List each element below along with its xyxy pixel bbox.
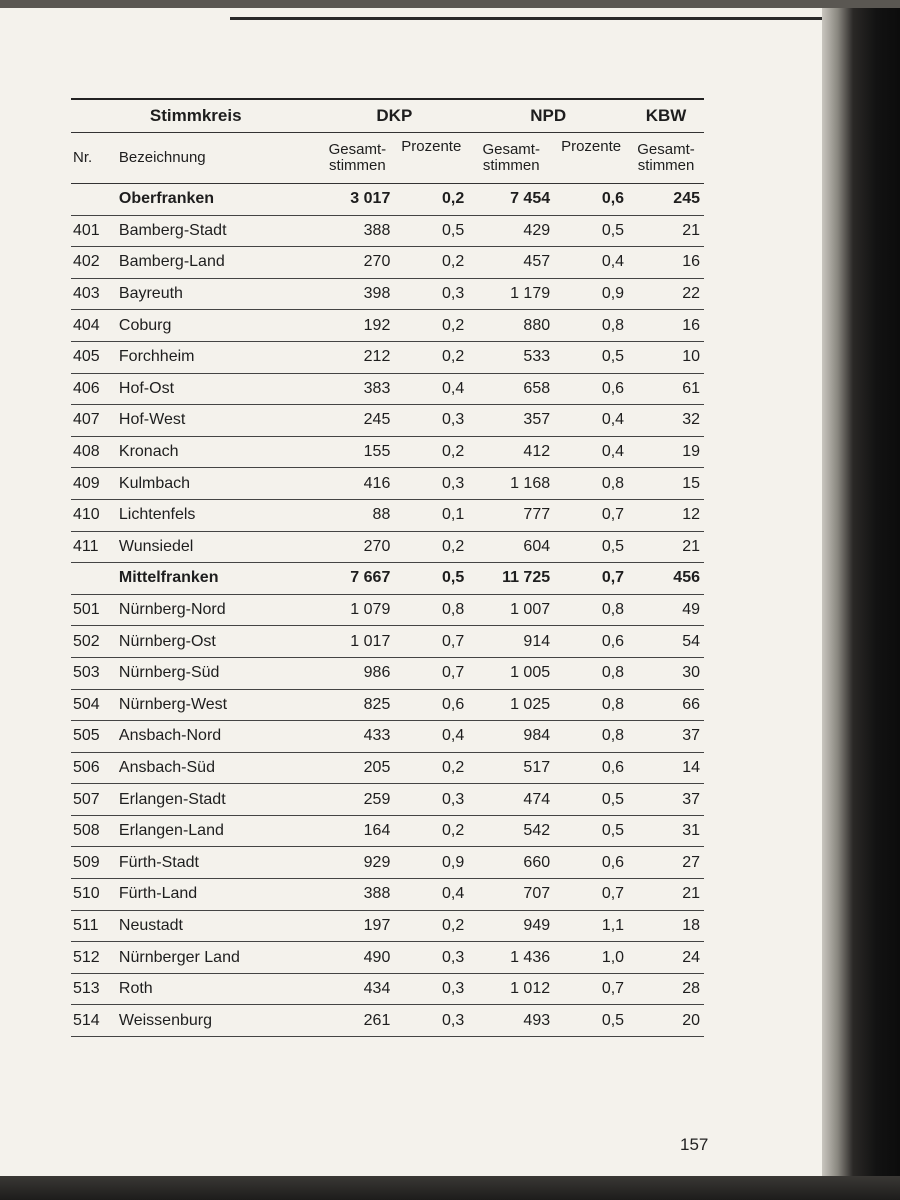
table-row (71, 752, 704, 784)
table-row (71, 531, 704, 563)
cell-name: Kronach (117, 436, 321, 468)
cell-npd-g: 457 (468, 247, 554, 279)
cell-name: Hof-Ost (117, 373, 321, 405)
cell-kbw-g: 20 (628, 1005, 704, 1037)
cell-npd-p: 0,7 (554, 563, 628, 595)
cell-name: Mittelfranken (117, 563, 321, 595)
cell-name: Weissenburg (117, 1005, 321, 1037)
table-row (71, 499, 704, 531)
cell-npd-p: 0,9 (554, 278, 628, 310)
cell-dkp-p: 0,6 (394, 689, 468, 721)
cell-kbw-g: 16 (628, 310, 704, 342)
cell-kbw-g: 21 (628, 879, 704, 911)
cell-kbw-g: 19 (628, 436, 704, 468)
cell-npd-g: 1 179 (468, 278, 554, 310)
cell-dkp-g: 388 (320, 879, 394, 911)
cell-dkp-p: 0,2 (394, 184, 468, 216)
cell-dkp-g: 1 079 (320, 594, 394, 626)
cell-name: Kulmbach (117, 468, 321, 500)
cell-dkp-p: 0,2 (394, 815, 468, 847)
cell-nr: 513 (71, 973, 117, 1005)
cell-name: Bayreuth (117, 278, 321, 310)
region-row (71, 563, 704, 595)
cell-dkp-p: 0,4 (394, 879, 468, 911)
cell-nr: 407 (71, 405, 117, 437)
cell-dkp-p: 0,7 (394, 657, 468, 689)
cell-npd-p: 0,7 (554, 973, 628, 1005)
cell-kbw-g: 22 (628, 278, 704, 310)
cell-nr: 406 (71, 373, 117, 405)
cell-dkp-g: 1 017 (320, 626, 394, 658)
cell-npd-g: 1 168 (468, 468, 554, 500)
cell-npd-g: 542 (468, 815, 554, 847)
cell-dkp-p: 0,4 (394, 721, 468, 753)
header-npd-gesamt (468, 133, 554, 184)
cell-kbw-g: 21 (628, 215, 704, 247)
cell-nr: 511 (71, 910, 117, 942)
cell-nr: 404 (71, 310, 117, 342)
cell-dkp-g: 3 017 (320, 184, 394, 216)
cell-dkp-g: 434 (320, 973, 394, 1005)
cell-kbw-g: 24 (628, 942, 704, 974)
cell-name: Nürnberg-West (117, 689, 321, 721)
cell-name: Nürnberg-Ost (117, 626, 321, 658)
cell-dkp-g: 986 (320, 657, 394, 689)
cell-nr: 501 (71, 594, 117, 626)
cell-npd-g: 1 025 (468, 689, 554, 721)
cell-dkp-g: 433 (320, 721, 394, 753)
table-row (71, 815, 704, 847)
header-npd-prozente: Prozente (554, 133, 628, 184)
header-bezeichnung: Bezeichnung (117, 133, 321, 184)
cell-npd-p: 0,6 (554, 752, 628, 784)
table-row (71, 942, 704, 974)
cell-npd-p: 0,5 (554, 531, 628, 563)
cell-nr: 410 (71, 499, 117, 531)
cell-name: Roth (117, 973, 321, 1005)
table-row (71, 721, 704, 753)
cell-npd-g: 604 (468, 531, 554, 563)
cell-dkp-g: 245 (320, 405, 394, 437)
cell-npd-g: 1 005 (468, 657, 554, 689)
cell-nr: 505 (71, 721, 117, 753)
table-row (71, 847, 704, 879)
cell-kbw-g: 54 (628, 626, 704, 658)
cell-dkp-g: 383 (320, 373, 394, 405)
cell-nr: 405 (71, 341, 117, 373)
cell-npd-p: 0,4 (554, 436, 628, 468)
header-dkp-prozente: Prozente (394, 133, 468, 184)
cell-npd-p: 0,8 (554, 310, 628, 342)
group-header-row (71, 99, 704, 133)
cell-npd-g: 429 (468, 215, 554, 247)
cell-kbw-g: 456 (628, 563, 704, 595)
cell-dkp-p: 0,3 (394, 278, 468, 310)
cell-nr: 508 (71, 815, 117, 847)
table-row (71, 247, 704, 279)
cell-npd-g: 707 (468, 879, 554, 911)
table-row (71, 341, 704, 373)
cell-dkp-p: 0,3 (394, 468, 468, 500)
cell-kbw-g: 21 (628, 531, 704, 563)
cell-nr: 514 (71, 1005, 117, 1037)
cell-name: Ansbach-Süd (117, 752, 321, 784)
cell-kbw-g: 37 (628, 784, 704, 816)
cell-nr: 506 (71, 752, 117, 784)
table-row (71, 1005, 704, 1037)
cell-kbw-g: 12 (628, 499, 704, 531)
cell-npd-p: 0,6 (554, 373, 628, 405)
cell-dkp-g: 416 (320, 468, 394, 500)
cell-dkp-p: 0,2 (394, 531, 468, 563)
cell-nr: 408 (71, 436, 117, 468)
cell-npd-p: 0,6 (554, 847, 628, 879)
cell-kbw-g: 14 (628, 752, 704, 784)
cell-dkp-p: 0,2 (394, 247, 468, 279)
cell-npd-p: 1,1 (554, 910, 628, 942)
cell-dkp-p: 0,3 (394, 1005, 468, 1037)
region-row (71, 184, 704, 216)
cell-dkp-g: 929 (320, 847, 394, 879)
cell-nr: 402 (71, 247, 117, 279)
cell-npd-g: 658 (468, 373, 554, 405)
cell-kbw-g: 16 (628, 247, 704, 279)
cell-dkp-p: 0,3 (394, 784, 468, 816)
header-kbw-gesamt (628, 133, 704, 184)
cell-dkp-g: 155 (320, 436, 394, 468)
cell-dkp-g: 270 (320, 531, 394, 563)
cell-kbw-g: 27 (628, 847, 704, 879)
header-nr: Nr. (71, 133, 117, 184)
cell-kbw-g: 32 (628, 405, 704, 437)
cell-dkp-g: 261 (320, 1005, 394, 1037)
cell-dkp-g: 270 (320, 247, 394, 279)
cell-nr: 503 (71, 657, 117, 689)
cell-dkp-g: 825 (320, 689, 394, 721)
cell-npd-g: 517 (468, 752, 554, 784)
cell-nr: 401 (71, 215, 117, 247)
book-spine-shadow (822, 8, 900, 1188)
cell-dkp-p: 0,3 (394, 405, 468, 437)
cell-dkp-g: 205 (320, 752, 394, 784)
sub-header-row (71, 133, 704, 184)
cell-npd-g: 777 (468, 499, 554, 531)
cell-kbw-g: 15 (628, 468, 704, 500)
top-rule (230, 17, 822, 20)
cell-npd-p: 0,8 (554, 721, 628, 753)
cell-npd-g: 474 (468, 784, 554, 816)
cell-npd-p: 0,5 (554, 215, 628, 247)
cell-dkp-g: 259 (320, 784, 394, 816)
gesamt-line-1: Gesamt- (328, 141, 387, 158)
header-dkp-gesamt (320, 133, 394, 184)
cell-name: Hof-West (117, 405, 321, 437)
gesamt-line-2: stimmen (482, 157, 540, 174)
cell-nr (71, 563, 117, 595)
table-row (71, 310, 704, 342)
cell-kbw-g: 31 (628, 815, 704, 847)
cell-dkp-g: 212 (320, 341, 394, 373)
cell-name: Erlangen-Land (117, 815, 321, 847)
cell-npd-p: 0,8 (554, 689, 628, 721)
cell-name: Bamberg-Stadt (117, 215, 321, 247)
cell-dkp-g: 388 (320, 215, 394, 247)
cell-dkp-g: 88 (320, 499, 394, 531)
cell-dkp-p: 0,2 (394, 752, 468, 784)
cell-npd-g: 914 (468, 626, 554, 658)
cell-name: Coburg (117, 310, 321, 342)
cell-nr: 409 (71, 468, 117, 500)
cell-dkp-g: 490 (320, 942, 394, 974)
cell-npd-g: 357 (468, 405, 554, 437)
cell-npd-g: 1 007 (468, 594, 554, 626)
cell-npd-p: 0,5 (554, 815, 628, 847)
table-row (71, 373, 704, 405)
cell-dkp-g: 164 (320, 815, 394, 847)
cell-dkp-p: 0,5 (394, 215, 468, 247)
cell-npd-g: 949 (468, 910, 554, 942)
table-row (71, 436, 704, 468)
cell-name: Nürnberger Land (117, 942, 321, 974)
cell-npd-g: 1 436 (468, 942, 554, 974)
cell-name: Forchheim (117, 341, 321, 373)
gesamt-line-1: Gesamt- (482, 141, 540, 158)
table-row (71, 657, 704, 689)
cell-nr: 403 (71, 278, 117, 310)
cell-kbw-g: 10 (628, 341, 704, 373)
cell-dkp-g: 197 (320, 910, 394, 942)
gesamt-line-1: Gesamt- (637, 141, 695, 158)
table-row (71, 973, 704, 1005)
cell-npd-g: 660 (468, 847, 554, 879)
cell-npd-g: 1 012 (468, 973, 554, 1005)
cell-npd-p: 0,4 (554, 247, 628, 279)
cell-kbw-g: 30 (628, 657, 704, 689)
cell-dkp-p: 0,5 (394, 563, 468, 595)
cell-dkp-p: 0,2 (394, 436, 468, 468)
cell-kbw-g: 37 (628, 721, 704, 753)
cell-kbw-g: 18 (628, 910, 704, 942)
table-row (71, 626, 704, 658)
cell-name: Nürnberg-Nord (117, 594, 321, 626)
cell-dkp-p: 0,7 (394, 626, 468, 658)
cell-npd-p: 0,5 (554, 1005, 628, 1037)
cell-dkp-p: 0,1 (394, 499, 468, 531)
cell-kbw-g: 28 (628, 973, 704, 1005)
cell-npd-p: 1,0 (554, 942, 628, 974)
election-results-table (71, 98, 704, 1037)
cell-npd-p: 0,6 (554, 184, 628, 216)
cell-dkp-p: 0,2 (394, 341, 468, 373)
cell-dkp-g: 398 (320, 278, 394, 310)
cell-nr: 507 (71, 784, 117, 816)
cell-name: Oberfranken (117, 184, 321, 216)
cell-npd-p: 0,7 (554, 499, 628, 531)
cell-dkp-g: 192 (320, 310, 394, 342)
table-row (71, 278, 704, 310)
cell-npd-g: 11 725 (468, 563, 554, 595)
cell-name: Erlangen-Stadt (117, 784, 321, 816)
cell-name: Lichtenfels (117, 499, 321, 531)
gesamt-line-2: stimmen (637, 157, 695, 174)
cell-nr: 504 (71, 689, 117, 721)
cell-kbw-g: 245 (628, 184, 704, 216)
cell-name: Nürnberg-Süd (117, 657, 321, 689)
cell-npd-g: 984 (468, 721, 554, 753)
table-body (71, 184, 704, 1037)
cell-name: Wunsiedel (117, 531, 321, 563)
table-row (71, 594, 704, 626)
cell-kbw-g: 61 (628, 373, 704, 405)
cell-dkp-p: 0,3 (394, 973, 468, 1005)
cell-nr: 512 (71, 942, 117, 974)
cell-nr: 509 (71, 847, 117, 879)
cell-npd-p: 0,8 (554, 657, 628, 689)
cell-dkp-g: 7 667 (320, 563, 394, 595)
header-dkp: DKP (320, 99, 468, 133)
header-npd: NPD (468, 99, 628, 133)
cell-name: Bamberg-Land (117, 247, 321, 279)
cell-npd-p: 0,7 (554, 879, 628, 911)
table-row (71, 910, 704, 942)
table-row (71, 689, 704, 721)
cell-name: Fürth-Stadt (117, 847, 321, 879)
table-row (71, 879, 704, 911)
cell-npd-g: 412 (468, 436, 554, 468)
cell-kbw-g: 49 (628, 594, 704, 626)
cell-dkp-p: 0,8 (394, 594, 468, 626)
cell-npd-g: 880 (468, 310, 554, 342)
cell-dkp-p: 0,3 (394, 942, 468, 974)
header-kbw: KBW (628, 99, 704, 133)
cell-npd-p: 0,8 (554, 594, 628, 626)
cell-dkp-p: 0,9 (394, 847, 468, 879)
cell-npd-p: 0,4 (554, 405, 628, 437)
cell-npd-g: 533 (468, 341, 554, 373)
cell-npd-g: 7 454 (468, 184, 554, 216)
cell-npd-p: 0,6 (554, 626, 628, 658)
cell-nr: 502 (71, 626, 117, 658)
cell-dkp-p: 0,2 (394, 310, 468, 342)
cell-npd-p: 0,8 (554, 468, 628, 500)
cell-nr (71, 184, 117, 216)
table-row (71, 468, 704, 500)
table-row (71, 215, 704, 247)
cell-name: Fürth-Land (117, 879, 321, 911)
cell-name: Neustadt (117, 910, 321, 942)
cell-dkp-p: 0,4 (394, 373, 468, 405)
cell-name: Ansbach-Nord (117, 721, 321, 753)
cell-npd-g: 493 (468, 1005, 554, 1037)
cell-nr: 411 (71, 531, 117, 563)
cell-npd-p: 0,5 (554, 341, 628, 373)
table-row (71, 784, 704, 816)
cell-nr: 510 (71, 879, 117, 911)
cell-kbw-g: 66 (628, 689, 704, 721)
table-row (71, 405, 704, 437)
cell-npd-p: 0,5 (554, 784, 628, 816)
cell-dkp-p: 0,2 (394, 910, 468, 942)
page-number: 157 (680, 1135, 709, 1154)
header-stimmkreis: Stimmkreis (71, 99, 320, 133)
bottom-edge-shadow (0, 1176, 900, 1200)
gesamt-line-2: stimmen (329, 157, 386, 174)
